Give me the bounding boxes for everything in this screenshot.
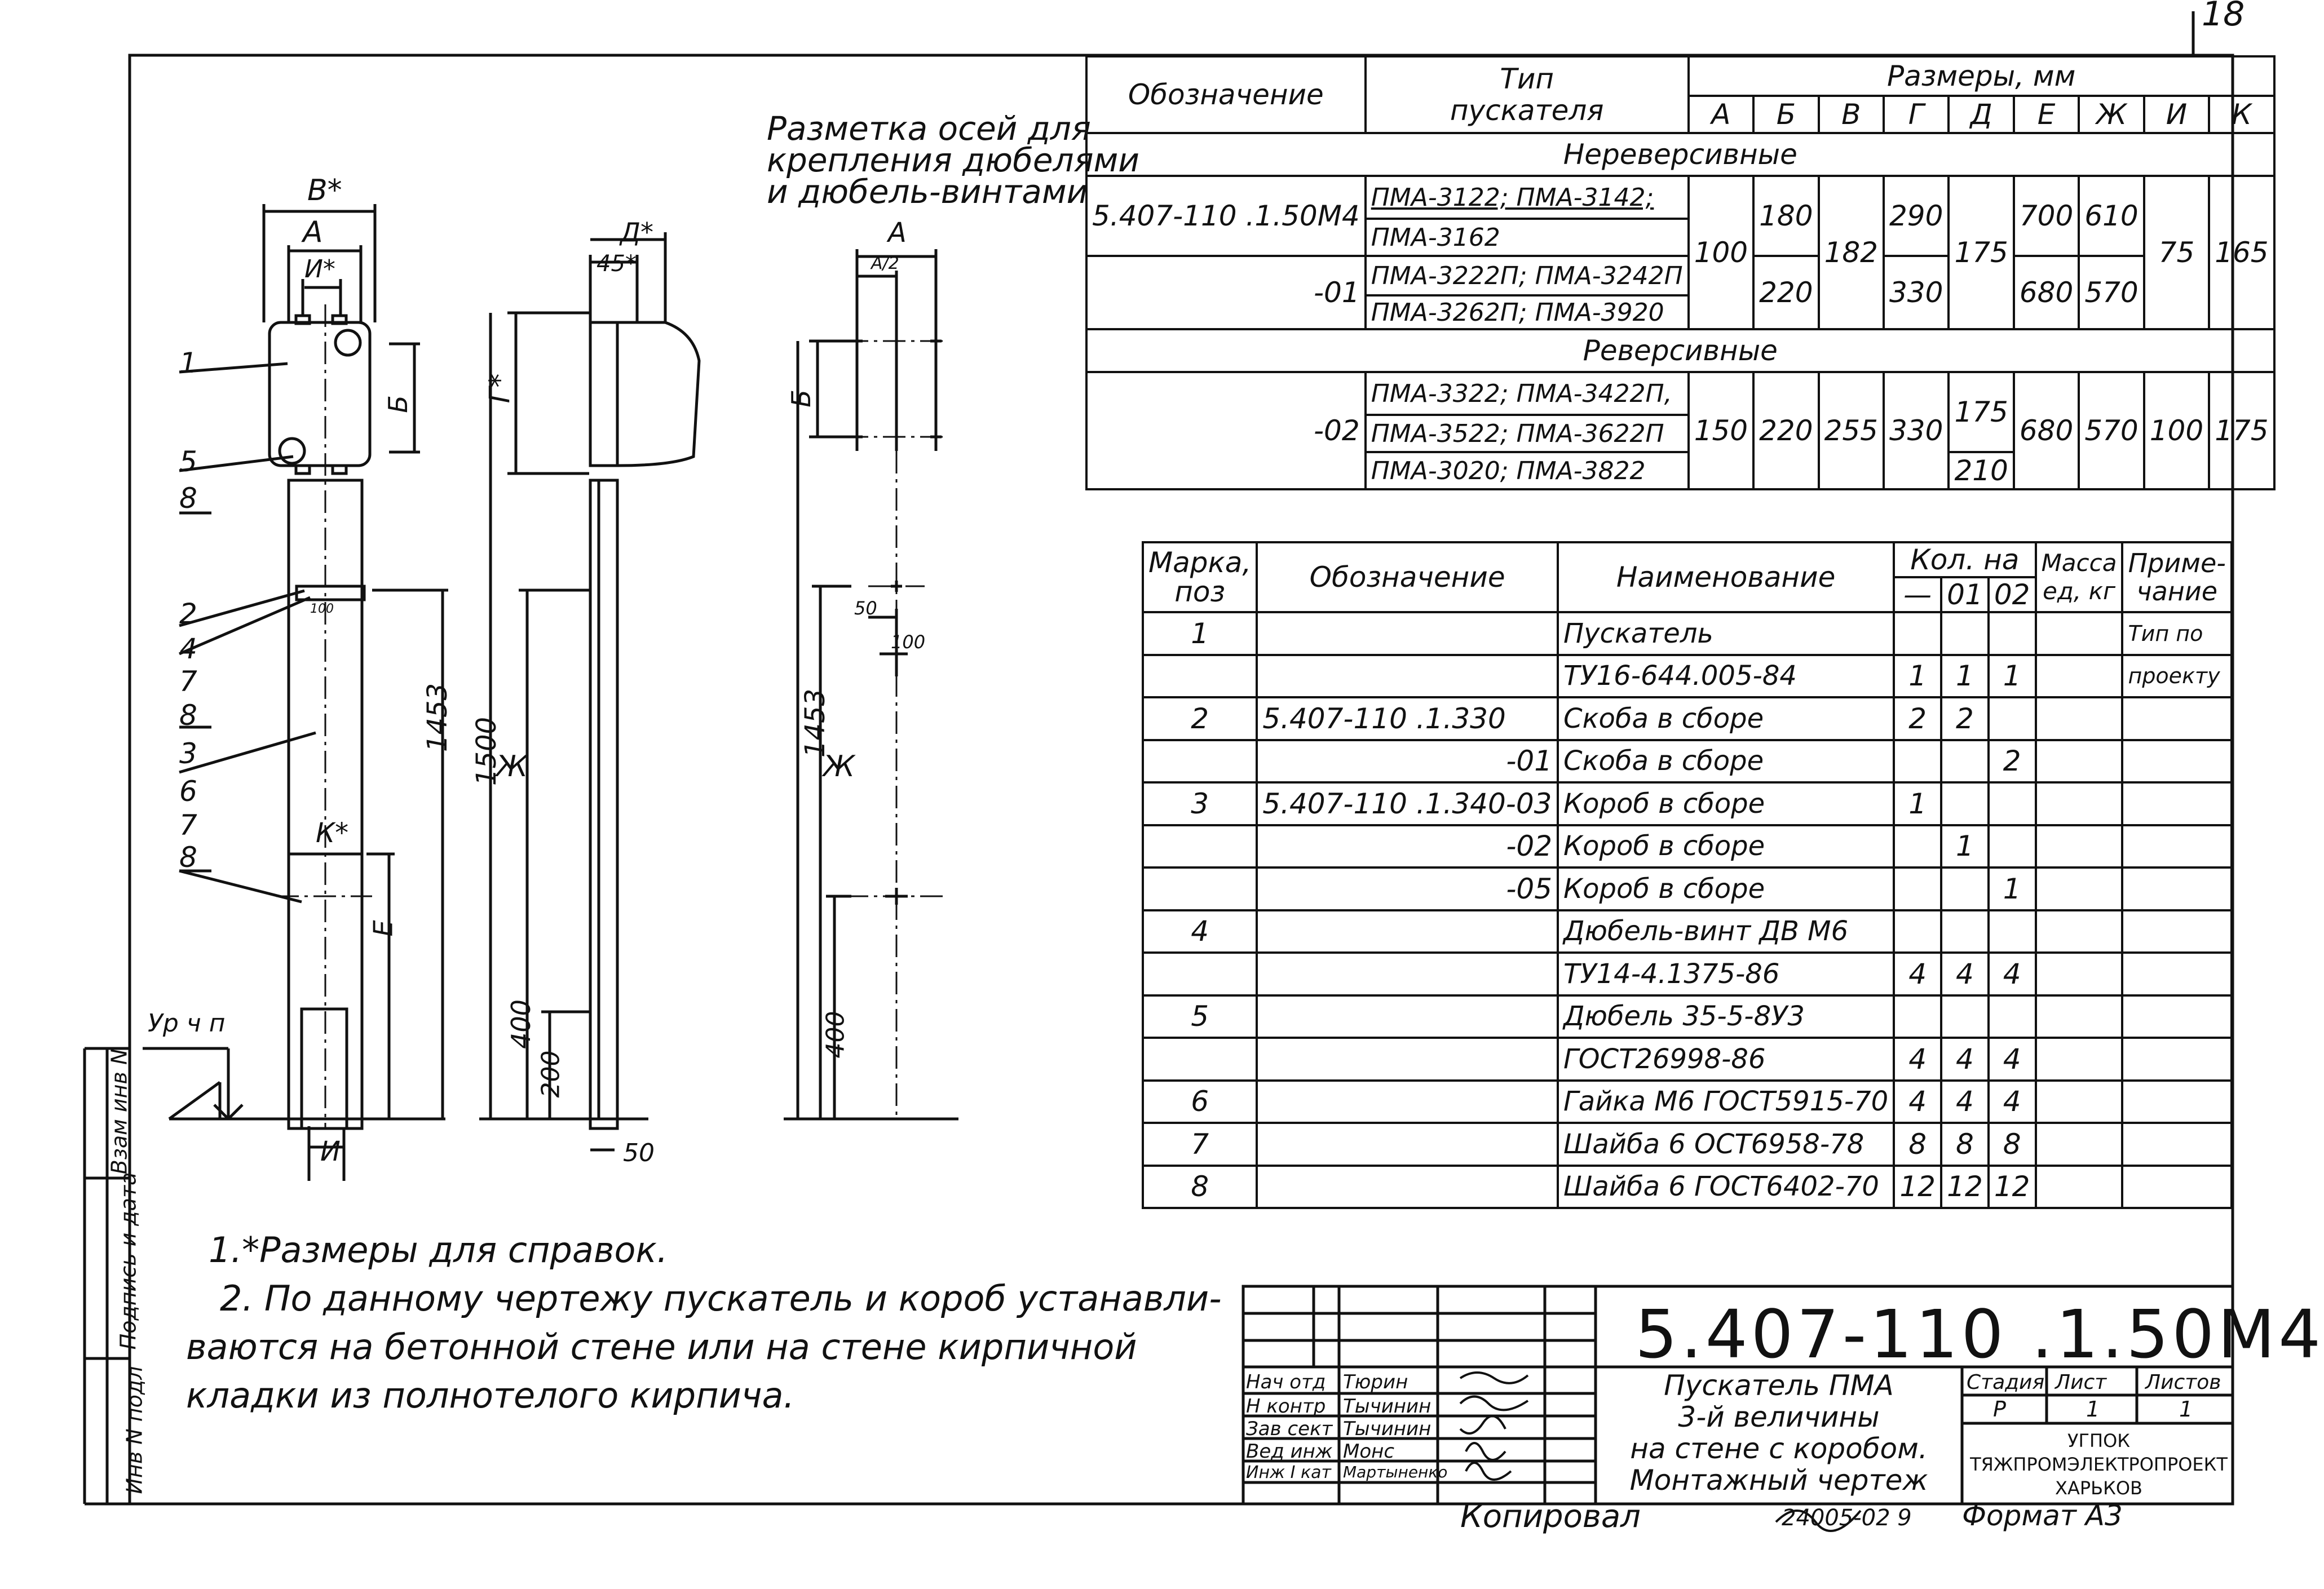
dims-nr-zh2: 570	[2079, 256, 2144, 329]
dims-col-k: К	[2209, 96, 2274, 133]
marking-dim-a: А	[888, 217, 907, 249]
spec-designation: 5.407-110 .1.340-03	[1257, 782, 1558, 825]
signature-2	[1460, 1397, 1528, 1410]
dims-h-type-2: пускателя	[1450, 94, 1604, 127]
marking-title-line-1: Разметка осей для	[767, 109, 1091, 148]
marking-dim-b: Б	[785, 389, 816, 408]
side-stamp-replace: Взам инв N	[107, 1048, 132, 1175]
spec-pos: 8	[1143, 1166, 1257, 1209]
dim-label-i-star: И*	[304, 255, 335, 284]
dims-col-g: Г	[1884, 96, 1949, 133]
marking-dim-zh: Ж	[823, 750, 855, 784]
dims-col-d: Д	[1949, 96, 2013, 133]
spec-designation: -01	[1257, 740, 1558, 783]
spec-name: Короб в сборе	[1558, 825, 1894, 868]
spec-name: Короб в сборе	[1558, 867, 1894, 910]
signature-3	[1460, 1416, 1505, 1433]
dims-col-b: Б	[1753, 96, 1818, 133]
callout-2: 2	[179, 597, 197, 630]
dims-h-type-1: Тип	[1500, 63, 1554, 95]
dim-label-1500: 1500	[471, 716, 503, 786]
spec-h-designation: Обозначение	[1257, 542, 1558, 612]
spec-pos: 2	[1143, 697, 1257, 740]
callout-8b: 8	[179, 699, 197, 732]
spec-qty-02: 1	[1989, 655, 2036, 698]
spec-qty-base: 1	[1894, 655, 1941, 698]
marking-title-line-2: крепления дюбелями	[767, 141, 1139, 179]
callout-7a: 7	[179, 665, 197, 698]
role-name: Тычинин	[1343, 1418, 1431, 1440]
dims-nr-g2: 330	[1884, 256, 1949, 329]
callout-3: 3	[179, 737, 197, 770]
dims-rv-v: 255	[1819, 372, 1884, 489]
dims-row2-type-a: ПМА-3222П; ПМА-3242П	[1366, 256, 1689, 295]
dims-rv-e: 680	[2014, 372, 2079, 489]
spec-qty-02: 8	[1989, 1123, 2036, 1166]
dim-label-zh: Ж	[496, 750, 528, 784]
spec-name: Скоба в сборе	[1558, 740, 1894, 783]
callout-1: 1	[179, 347, 197, 379]
spec-qty-base: 4	[1894, 953, 1941, 995]
spec-h-name: Наименование	[1558, 542, 1894, 612]
side-stamp-sign: Подпись и дата	[116, 1172, 141, 1350]
spec-qty-02: 2	[1989, 740, 2036, 783]
spec-h-mass-1: Масса	[2041, 549, 2117, 577]
dims-h-designation: Обозначение	[1086, 56, 1366, 133]
spec-name: Короб в сборе	[1558, 782, 1894, 825]
dims-nr-b1: 180	[1753, 176, 1818, 256]
role-title: Зав сект	[1246, 1418, 1333, 1440]
dims-rv-zh: 570	[2079, 372, 2144, 489]
callout-6: 6	[179, 775, 197, 808]
sheets-label: Листов	[2145, 1371, 2221, 1394]
org-name	[1968, 1429, 2230, 1500]
dims-row3-type-b: ПМА-3522; ПМА-3622П	[1366, 415, 1689, 452]
spec-qty-02: 4	[1989, 953, 2036, 995]
dims-rv-d2: 210	[1949, 452, 2013, 489]
title-block-code: 5.407-110 .1.50М4	[1635, 1295, 2324, 1373]
sheets-value: 1	[2179, 1397, 2193, 1422]
marking-dim-100: 100	[891, 631, 926, 653]
spec-qty-01: 8	[1941, 1123, 1989, 1166]
spec-qty-base: 1	[1894, 782, 1941, 825]
spec-h-note-1: Приме-	[2128, 548, 2226, 578]
spec-qty-col-base: —	[1894, 577, 1941, 612]
title-line-1: Пускатель ПМА	[1664, 1369, 1894, 1402]
dims-col-i: И	[2144, 96, 2209, 133]
role-name: Монс	[1343, 1440, 1395, 1463]
dims-row1-type-a: ПМА-3122; ПМА-3142;	[1366, 176, 1689, 219]
dims-nr-a: 100	[1689, 176, 1753, 329]
format-label: Формат А3	[1962, 1499, 2123, 1532]
spec-name: Пускатель	[1558, 612, 1894, 655]
dims-col-zh: Ж	[2079, 96, 2144, 133]
spec-name: Дюбель 35-5-8У3	[1558, 995, 1894, 1038]
side-stamp-inv: Инв N подл	[122, 1366, 147, 1494]
org-line-2: ТЯЖПРОМЭЛЕКТРОПРОЕКТ	[1970, 1454, 2228, 1475]
dims-rv-i: 100	[2144, 372, 2209, 489]
dims-row2-designation: -01	[1086, 256, 1366, 329]
dim-label-400: 400	[505, 999, 536, 1049]
role-title: Нач отд	[1246, 1371, 1326, 1393]
stage-label: Стадия	[1967, 1371, 2045, 1394]
dims-row2-type-b: ПМА-3262П; ПМА-3920	[1366, 295, 1689, 329]
spec-qty-base: 2	[1894, 697, 1941, 740]
spec-name: Шайба 6 ОСТ6958-78	[1558, 1123, 1894, 1166]
spec-qty-base: 4	[1894, 1081, 1941, 1123]
dims-nr-e2: 680	[2014, 256, 2079, 329]
dim-label-i: И	[320, 1136, 341, 1167]
spec-pos: 7	[1143, 1123, 1257, 1166]
signature-5	[1466, 1463, 1511, 1480]
spec-qty-02: 1	[1989, 867, 2036, 910]
spec-qty-01: 4	[1941, 953, 1989, 995]
dims-col-v: В	[1819, 96, 1884, 133]
spec-name: ТУ16-644.005-84	[1558, 655, 1894, 698]
note-2c: кладки из полнотелого кирпича.	[186, 1375, 795, 1416]
spec-name: Скоба в сборе	[1558, 697, 1894, 740]
spec-qty-01: 1	[1941, 655, 1989, 698]
dims-h-sizes: Размеры, мм	[1689, 56, 2274, 96]
spec-name: Дюбель-винт ДВ М6	[1558, 910, 1894, 953]
spec-qty-base: 8	[1894, 1123, 1941, 1166]
dims-rv-a: 150	[1689, 372, 1753, 489]
dims-nr-d: 175	[1949, 176, 2013, 329]
floor-level-label: Ур ч п	[148, 1009, 226, 1038]
callout-8c: 8	[179, 841, 197, 874]
dims-rv-g: 330	[1884, 372, 1949, 489]
spec-h-mark-2: поз	[1174, 576, 1226, 608]
stage-value: Р	[1993, 1397, 2006, 1422]
spec-qty-02: 4	[1989, 1038, 2036, 1081]
note-2a: 2. По данному чертежу пускатель и короб устанавли-	[220, 1278, 1222, 1319]
dims-rv-k: 175	[2209, 372, 2274, 489]
spec-pos: 1	[1143, 612, 1257, 655]
spec-qty-02: 12	[1989, 1166, 2036, 1209]
role-name: Тычинин	[1343, 1395, 1431, 1418]
spec-h-mass-2: ед, кг	[2043, 577, 2116, 605]
dims-nr-b2: 220	[1753, 256, 1818, 329]
dims-row1-designation: 5.407-110 .1.50М4	[1086, 176, 1366, 256]
spec-note: Тип по	[2122, 612, 2232, 655]
marking-dim-1453: 1453	[799, 688, 832, 758]
role-name: Тюрин	[1343, 1371, 1408, 1393]
spec-qty-02: 4	[1989, 1081, 2036, 1123]
spec-name: Гайка М6 ГОСТ5915-70	[1558, 1081, 1894, 1123]
spec-pos: 3	[1143, 782, 1257, 825]
callout-5: 5	[179, 445, 197, 478]
dim-label-e: Е	[368, 920, 399, 937]
dim-label-45: 45*	[597, 251, 637, 277]
dims-col-e: Е	[2014, 96, 2079, 133]
dims-nr-v: 182	[1819, 176, 1884, 329]
spec-pos: 4	[1143, 910, 1257, 953]
spec-qty-base: 12	[1894, 1166, 1941, 1209]
spec-designation: -02	[1257, 825, 1558, 868]
dims-col-a: А	[1689, 96, 1753, 133]
dims-nr-zh1: 610	[2079, 176, 2144, 256]
dims-section-nonreversing: Нереверсивные	[1086, 133, 2274, 176]
signature-4	[1466, 1443, 1505, 1460]
spec-h-qty: Кол. на	[1894, 542, 2035, 577]
spec-name: Шайба 6 ГОСТ6402-70	[1558, 1166, 1894, 1209]
sheet-value: 1	[2086, 1397, 2100, 1422]
dim-label-a: А	[303, 215, 323, 249]
title-line-2: 3-й величины	[1678, 1401, 1880, 1433]
dims-rv-b: 220	[1753, 372, 1818, 489]
spec-name: ГОСТ26998-86	[1558, 1038, 1894, 1081]
spec-qty-base: 4	[1894, 1038, 1941, 1081]
spec-qty-01: 2	[1941, 697, 1989, 740]
dim-label-1453: 1453	[422, 683, 454, 753]
spec-name: ТУ14-4.1375-86	[1558, 953, 1894, 995]
spec-pos: 6	[1143, 1081, 1257, 1123]
dim-label-k: К*	[316, 817, 349, 849]
sheet-label: Лист	[2055, 1371, 2107, 1394]
note-1: 1.*Размеры для справок.	[209, 1229, 668, 1271]
marking-dim-a2: А/2	[871, 254, 899, 273]
dim-label-b: Б	[382, 395, 413, 413]
signature-1	[1460, 1373, 1528, 1383]
dim-label-200: 200	[536, 1050, 565, 1098]
marking-title-line-3: и дюбель-винтами	[767, 172, 1088, 211]
front-dim-100: 100	[310, 602, 334, 616]
spec-h-mark-1: Марка,	[1148, 546, 1252, 579]
title-line-4: Монтажный чертеж	[1629, 1464, 1928, 1497]
spec-designation: -05	[1257, 867, 1558, 910]
dims-row3-type-a: ПМА-3322; ПМА-3422П,	[1366, 372, 1689, 415]
callout-4: 4	[179, 632, 197, 665]
archive-number: 24005-02 9	[1782, 1505, 1912, 1531]
spec-qty-col-01: 01	[1941, 577, 1989, 612]
org-line-3: ХАРЬКОВ	[2055, 1477, 2142, 1499]
role-title: Инж I кат	[1246, 1463, 1331, 1482]
dims-nr-k: 165	[2209, 176, 2274, 329]
marking-dim-400: 400	[821, 1011, 850, 1059]
dims-row1-type-b: ПМА-3162	[1366, 219, 1689, 256]
role-title: Н контр	[1246, 1395, 1326, 1418]
spec-qty-01: 4	[1941, 1081, 1989, 1123]
spec-note: проекту	[2122, 655, 2232, 698]
spec-qty-01: 4	[1941, 1038, 1989, 1081]
spec-pos: 5	[1143, 995, 1257, 1038]
spec-h-note-2: чание	[2136, 576, 2218, 607]
dim-label-g: Г*	[483, 373, 516, 404]
spec-qty-01: 1	[1941, 825, 1989, 868]
dim-label-d: Д*	[620, 217, 653, 247]
role-title: Вед инж	[1246, 1440, 1333, 1463]
copied-label: Копировал	[1460, 1498, 1641, 1535]
dims-row3-designation: -02	[1086, 372, 1366, 489]
org-line-1: УГПОК	[2067, 1430, 2130, 1451]
marking-dim-50: 50	[854, 597, 877, 619]
spec-qty-col-02: 02	[1989, 577, 2036, 612]
dims-nr-e1: 700	[2014, 176, 2079, 256]
title-line-3: на стене с коробом.	[1630, 1432, 1928, 1465]
spec-qty-01: 12	[1941, 1166, 1989, 1209]
dim-label-v: В*	[307, 174, 342, 207]
dims-nr-i: 75	[2144, 176, 2209, 329]
dims-rv-d1: 175	[1949, 372, 2013, 452]
callout-7b: 7	[179, 809, 197, 842]
callout-8a: 8	[179, 482, 197, 515]
title-block-title	[1604, 1370, 1954, 1496]
role-name: Мартыненко	[1343, 1463, 1448, 1481]
spec-designation: 5.407-110 .1.330	[1257, 697, 1558, 740]
sheet-number: 18	[2202, 0, 2245, 34]
dims-row3-type-c: ПМА-3020; ПМА-3822	[1366, 452, 1689, 489]
dims-nr-g1: 290	[1884, 176, 1949, 256]
dim-label-50: 50	[623, 1139, 655, 1167]
note-2b: ваются на бетонной стене или на стене кирпичной	[186, 1326, 1137, 1367]
dims-section-reversing: Реверсивные	[1086, 329, 2274, 372]
